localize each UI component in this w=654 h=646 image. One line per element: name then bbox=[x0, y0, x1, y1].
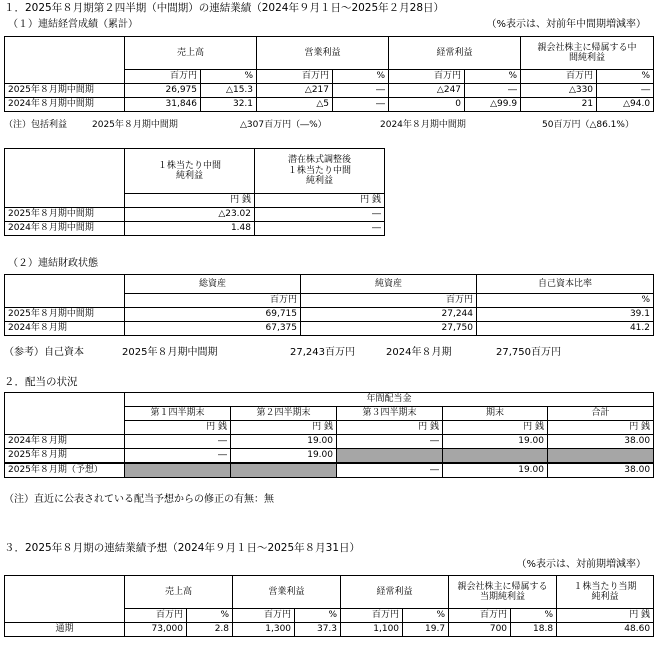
unit-yen-sen: 円 銭 bbox=[255, 194, 385, 208]
cell: 67,375 bbox=[125, 322, 301, 336]
cell: 26,975 bbox=[125, 84, 201, 98]
header-year-end: 期末 bbox=[443, 407, 548, 421]
header-eps: １株当たり当期純利益 bbox=[557, 576, 654, 609]
cell: △99.9 bbox=[465, 98, 521, 112]
unit-row-blank bbox=[5, 421, 125, 435]
row-label: 2025年８月期中間期 bbox=[5, 84, 125, 98]
table-row bbox=[5, 463, 654, 478]
section3-title: ２．配当の状況 bbox=[4, 376, 78, 388]
unit-row-blank bbox=[5, 70, 125, 84]
row-label: 2024年８月期 bbox=[5, 322, 125, 336]
table-row bbox=[5, 623, 654, 637]
cell: 2.8 bbox=[187, 623, 233, 637]
header-net-income: 親会社株主に帰属する中間純利益 bbox=[521, 37, 654, 70]
unit-yen: 百万円 bbox=[449, 609, 511, 623]
header-eps: １株当たり中間純利益 bbox=[125, 149, 255, 194]
cell: ― bbox=[333, 84, 389, 98]
unit-pct: % bbox=[201, 70, 257, 84]
header-diluted-eps: 潜在株式調整後１株当たり中間純利益 bbox=[255, 149, 385, 194]
cell-shaded bbox=[443, 449, 548, 464]
cell: 27,750 bbox=[301, 322, 477, 336]
reference-2025-value: 27,243百万円 bbox=[290, 347, 355, 358]
reference-2025-label: 2025年８月期中間期 bbox=[122, 347, 218, 358]
table-row bbox=[5, 222, 385, 236]
table-row bbox=[5, 84, 654, 98]
unit: 百万円 bbox=[125, 294, 301, 308]
header-operating-income: 営業利益 bbox=[257, 37, 389, 70]
unit-yen-sen: 円 銭 bbox=[337, 421, 443, 435]
div-corner bbox=[5, 393, 125, 407]
cell: △23.02 bbox=[125, 208, 255, 222]
cell: 41.2 bbox=[477, 322, 654, 336]
unit-row-blank bbox=[5, 609, 125, 623]
comprehensive-income-2025-label: 2025年８月期中間期 bbox=[92, 120, 178, 130]
cell: 21 bbox=[521, 98, 597, 112]
header-sales: 売上高 bbox=[125, 576, 233, 609]
cell: ― bbox=[333, 98, 389, 112]
reference-2024-value: 27,750百万円 bbox=[496, 347, 561, 358]
cell: 19.00 bbox=[231, 449, 337, 464]
cell: 19.00 bbox=[443, 463, 548, 478]
reference-2024-label: 2024年８月期 bbox=[386, 347, 452, 358]
dividend-note: （注）直近に公表されている配当予想からの修正の有無：無 bbox=[4, 494, 274, 505]
comprehensive-income-2025-value: △307百万円（―%） bbox=[240, 120, 327, 130]
unit: 百万円 bbox=[301, 294, 477, 308]
header-ordinary-income: 経常利益 bbox=[389, 37, 521, 70]
cell: △247 bbox=[389, 84, 465, 98]
cell: 48.60 bbox=[557, 623, 654, 637]
cell: 38.00 bbox=[548, 463, 654, 478]
unit-row-blank bbox=[5, 194, 125, 208]
cell: 0 bbox=[389, 98, 465, 112]
comprehensive-income-2024-value: 50百万円（△86.1%） bbox=[542, 120, 634, 130]
cell: 27,244 bbox=[301, 308, 477, 322]
dividend-table bbox=[4, 392, 654, 478]
table-row bbox=[5, 449, 654, 464]
cell: 19.00 bbox=[443, 435, 548, 449]
table-row bbox=[5, 208, 385, 222]
section2-title: （２）連結財政状態 bbox=[8, 258, 98, 269]
section1-subtitle: （１）連結経営成績（累計） bbox=[8, 19, 138, 30]
section1-note: （%表示は、対前年中間期増減率） bbox=[486, 19, 646, 30]
row-label: 2025年８月期 bbox=[5, 449, 125, 464]
cell: △217 bbox=[257, 84, 333, 98]
unit-pct: % bbox=[511, 609, 557, 623]
cell: 31,846 bbox=[125, 98, 201, 112]
cell: ― bbox=[337, 463, 443, 478]
unit-yen-sen: 円 銭 bbox=[443, 421, 548, 435]
unit-pct: % bbox=[403, 609, 449, 623]
cell: △94.0 bbox=[597, 98, 654, 112]
cell-shaded bbox=[337, 449, 443, 464]
unit-pct: % bbox=[465, 70, 521, 84]
section4-note: （%表示は、対前期増減率） bbox=[516, 559, 646, 570]
unit-yen: 百万円 bbox=[233, 609, 295, 623]
cell: △330 bbox=[521, 84, 597, 98]
cell: 32.1 bbox=[201, 98, 257, 112]
forecast-table bbox=[4, 575, 654, 637]
cell: ― bbox=[125, 435, 231, 449]
cell: 69,715 bbox=[125, 308, 301, 322]
section1-title: １．2025年８月期第２四半期（中間期）の連結業績（2024年９月１日～2025年２月28日） bbox=[4, 2, 445, 14]
header-q2: 第２四半期末 bbox=[231, 407, 337, 421]
header-total-assets: 総資産 bbox=[125, 275, 301, 294]
cell: 19.00 bbox=[231, 435, 337, 449]
cell: 700 bbox=[449, 623, 511, 637]
unit-yen: 百万円 bbox=[257, 70, 333, 84]
header-q3: 第３四半期末 bbox=[337, 407, 443, 421]
cell: 18.8 bbox=[511, 623, 557, 637]
row-label: 2024年８月期 bbox=[5, 435, 125, 449]
cell-shaded bbox=[231, 463, 337, 478]
row-label: 2024年８月期中間期 bbox=[5, 98, 125, 112]
unit: % bbox=[477, 294, 654, 308]
cell: ― bbox=[337, 435, 443, 449]
eps-table bbox=[4, 148, 385, 236]
header-operating-income: 営業利益 bbox=[233, 576, 341, 609]
unit-pct: % bbox=[333, 70, 389, 84]
cell: 1,100 bbox=[341, 623, 403, 637]
header-total: 合計 bbox=[548, 407, 654, 421]
unit-pct: % bbox=[597, 70, 654, 84]
cell: ― bbox=[255, 222, 385, 236]
header-q1: 第１四半期末 bbox=[125, 407, 231, 421]
row-label: 2025年８月期（予想） bbox=[5, 463, 125, 478]
unit-yen: 百万円 bbox=[521, 70, 597, 84]
cell: 19.7 bbox=[403, 623, 449, 637]
unit-yen-sen: 円 銭 bbox=[125, 421, 231, 435]
financial-position-table bbox=[4, 274, 654, 336]
unit-yen-sen: 円 銭 bbox=[557, 609, 654, 623]
cell: 38.00 bbox=[548, 435, 654, 449]
unit-row-blank bbox=[5, 294, 125, 308]
unit-yen-sen: 円 銭 bbox=[548, 421, 654, 435]
cell: ― bbox=[255, 208, 385, 222]
results-table bbox=[4, 36, 654, 112]
cell: ― bbox=[465, 84, 521, 98]
cell: 73,000 bbox=[125, 623, 187, 637]
unit-yen-sen: 円 銭 bbox=[125, 194, 255, 208]
reference-label: （参考）自己資本 bbox=[4, 347, 84, 358]
div-corner-2 bbox=[5, 407, 125, 421]
cell: ― bbox=[597, 84, 654, 98]
section4-title: ３．2025年８月期の連結業績予想（2024年９月１日～2025年８月31日） bbox=[4, 542, 361, 554]
comprehensive-income-label: （注）包括利益 bbox=[4, 120, 68, 130]
cell: 39.1 bbox=[477, 308, 654, 322]
unit-pct: % bbox=[295, 609, 341, 623]
cell: △15.3 bbox=[201, 84, 257, 98]
row-label: 通期 bbox=[5, 623, 125, 637]
comprehensive-income-2024-label: 2024年８月期中間期 bbox=[380, 120, 466, 130]
cell: 1.48 bbox=[125, 222, 255, 236]
eps-corner bbox=[5, 149, 125, 194]
unit-pct: % bbox=[187, 609, 233, 623]
row-label: 2025年８月期中間期 bbox=[5, 208, 125, 222]
row-label: 2024年８月期中間期 bbox=[5, 222, 125, 236]
cell-shaded bbox=[125, 463, 231, 478]
row-label: 2025年８月期中間期 bbox=[5, 308, 125, 322]
fc-corner bbox=[5, 576, 125, 609]
cell-shaded bbox=[548, 449, 654, 464]
results-corner bbox=[5, 37, 125, 70]
cell: ― bbox=[125, 449, 231, 464]
unit-yen: 百万円 bbox=[125, 70, 201, 84]
table-row bbox=[5, 98, 654, 112]
cell: △5 bbox=[257, 98, 333, 112]
header-annual-dividend: 年間配当金 bbox=[125, 393, 654, 407]
header-ordinary-income: 経常利益 bbox=[341, 576, 449, 609]
fp-corner bbox=[5, 275, 125, 294]
unit-yen: 百万円 bbox=[341, 609, 403, 623]
table-row bbox=[5, 322, 654, 336]
header-net-assets: 純資産 bbox=[301, 275, 477, 294]
cell: 37.3 bbox=[295, 623, 341, 637]
header-net-income: 親会社株主に帰属する当期純利益 bbox=[449, 576, 557, 609]
table-row bbox=[5, 308, 654, 322]
header-sales: 売上高 bbox=[125, 37, 257, 70]
unit-yen: 百万円 bbox=[389, 70, 465, 84]
header-equity-ratio: 自己資本比率 bbox=[477, 275, 654, 294]
table-row bbox=[5, 435, 654, 449]
cell: 1,300 bbox=[233, 623, 295, 637]
unit-yen-sen: 円 銭 bbox=[231, 421, 337, 435]
unit-yen: 百万円 bbox=[125, 609, 187, 623]
